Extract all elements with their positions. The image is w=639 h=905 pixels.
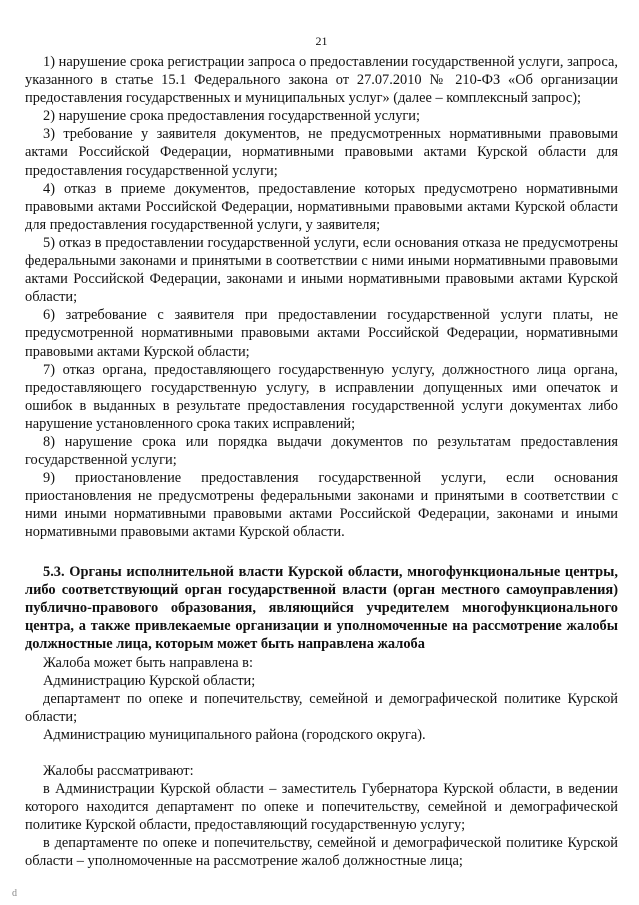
page-number: 21 bbox=[315, 34, 328, 48]
addressee-item: Администрацию муниципального района (городского округа). bbox=[43, 726, 426, 743]
violation-list bbox=[25, 53, 618, 542]
list-item: 1) нарушение срока регистрации запроса о предоставлении государственной услуги, запроса, указанного в статье 15.1 Федерального закона от 27.07.2010 № 210-ФЗ «Об организации предоставления государственных и муниципальных услуг» (далее – комплексный запрос); bbox=[25, 54, 618, 107]
addressee-item: департамент по опеке и попечительству, семейной и демографической политике Курской области; bbox=[25, 690, 618, 725]
complaints-reviewed: Жалобы рассматривают: bbox=[43, 762, 194, 779]
reviewer-item: в Администрации Курской области – заместитель Губернатора Курской области, в ведении которого находится департамент по опеке и попечительству, семейной и демографической политике Курской области, предоставляющий государственную услугу; bbox=[25, 780, 618, 833]
list-item: 5) отказ в предоставлении государственной услуги, если основания отказа не предусмотрены федеральными законами и принятыми в соответствии с ними иными нормативными правовыми актами Российской Федерации, законами и иными нормативными правовыми актами Курской области; bbox=[25, 234, 618, 306]
list-item: 3) требование у заявителя документов, не предусмотренных нормативными правовыми актами Российской Федерации, нормативными правовыми актами Курской области для предоставления государственной услуги; bbox=[25, 126, 618, 179]
list-item: 8) нарушение срока или порядка выдачи документов по результатам предоставления государственной услуги; bbox=[25, 433, 618, 469]
complaint-may-be-sent: Жалоба может быть направлена в: bbox=[43, 654, 253, 671]
reviewer-item: в департаменте по опеке и попечительству, семейной и демографической политике Курской области – уполномоченные на рассмотрение жалоб должностные лица; bbox=[25, 834, 618, 869]
list-item: 6) затребование с заявителя при предоставлении государственной услуги платы, не предусмотренной нормативными правовыми актами Российской Федерации, нормативными правовыми актами Курской области; bbox=[25, 307, 618, 360]
margin-mark: d bbox=[12, 888, 17, 899]
addressee-item: Администрацию Курской области; bbox=[43, 672, 256, 689]
list-item: 9) приостановление предоставления государственной услуги, если основания приостановления не предусмотрены федеральными законами и принятыми в соответствии с ними иными нормативными правовыми актами Российской Федерации, законами и иными нормативными правовыми актами Курской области. bbox=[25, 470, 618, 541]
blank-line bbox=[25, 744, 618, 762]
list-item: 4) отказ в приеме документов, предоставление которых предусмотрено нормативными правовыми актами Российской Федерации, нормативными правовыми актами Курской области для предоставления государственной услуги, у заявителя; bbox=[25, 180, 618, 233]
list-item: 2) нарушение срока предоставления государственной услуги; bbox=[43, 108, 420, 125]
list-item: 7) отказ органа, предоставляющего государственную услугу, должностного лица органа, предоставляющего государственную услугу, в исправлении допущенных ими опечаток и ошибок в выданных в результате предоставления государственной услуги документах либо нарушение установленного срока таких исправлений; bbox=[25, 361, 618, 432]
section-heading: 5.3. Органы исполнительной власти Курской области, многофункциональные центры, либо соответствующий орган государственной власти (орган местного самоуправления) публично-правового образования, являющийся учредителем многофункционального центра, а также привлекаемые организации и уполномоченные на рассмотрение жалобы должностные лица, которым может быть направлена жалоба bbox=[25, 563, 618, 653]
